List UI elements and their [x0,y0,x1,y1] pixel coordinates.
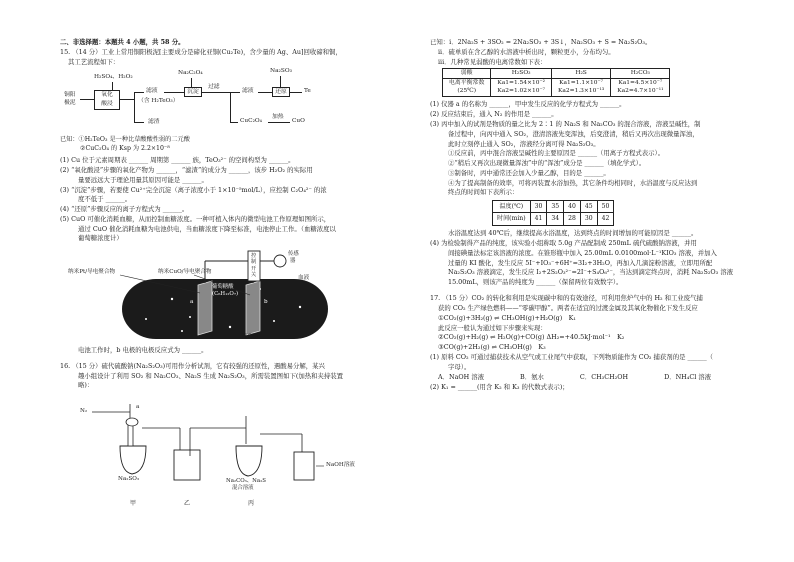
ka-h2so3-values: Ka1=1.54×10⁻² Ka2=1.02×10⁻⁷ [491,79,552,97]
apparatus-label-bing: 丙 [248,499,255,507]
battery-label-switch-1: 控制 [251,252,257,265]
q17-s1a: (1) 原料 CO₂ 可通过捕获技术从空气或工业尾气中获取，下列物质能作为 CO₂ 捕获剂的是 ______（ [430,352,714,361]
apparatus-diagram [60,394,398,512]
apparatus-label-na2so3: Na₂SO₃ [118,475,140,482]
time-label: 时间(min) [493,213,531,226]
flow-heat: 加热 [272,114,284,121]
q16-s4d: Na₂S₂O₃ 溶液滴定，发生反应 I₂+2S₂O₃²⁻=2I⁻+S₄O₆²⁻，当达到滴定终点时，消耗 Na₂S₂O₃ 溶液 [448,268,734,277]
q15-sub-2b: 量要远远大于理论用量其原因可能是 ______。 [78,175,208,184]
flow-box-oxidize-leach: 氧化 酸浸 [94,90,120,110]
q17-reaction-1: ①CO₂(g)+3H₂(g) ⇌ CH₃OH(g)+H₂O(g) K₁ [438,313,576,322]
flow-raw-1: 铜阳 [64,92,76,99]
ka-table [442,68,670,98]
battery-label-gluconic-formula: (C₆H₁₂O₇) [212,290,239,297]
flow-product-te: Te [304,88,311,95]
known-ii: ii．硫单质在含乙醇的水溶液中析出时，颗粒更小，分布均匀。 [438,47,615,56]
time-cell: 41 [530,213,547,226]
flow-box-precipitate: 沉淀 [184,87,202,97]
q17-s1b: 字母）。 [448,362,471,371]
ka-h2co3-values: Ka1=4.5×10⁻⁷ Ka2=4.7×10⁻¹¹ [611,79,670,97]
q16-s3-3: ③制备时，丙中通常还会加入少量乙醇，目的是 ______。 [448,168,610,177]
flow-reagent-na2so3: Na₂SO₃ [270,68,292,75]
q17-stem-2: 获的 CO₂ 生产绿色燃料——“零碳甲醇”。两者在适宜的过渡金属及其氧化物催化下发生反应 [438,304,698,313]
q16-s4a: (4) 为检验制得产品的纯度，该实验小组称取 5.0g 产品配制成 250mL 硫代硫酸钠溶液，并用 [430,238,697,247]
apparatus-svg [60,394,390,512]
q16-s3-1: ①反应前，丙中混合溶液呈碱性的主要原因是 ______（用离子方程式表示）。 [448,149,665,158]
apparatus-label-jia: 甲 [130,499,137,507]
q15-known-2: ②CuC₂O₄ 的 Ksp 为 2.2×10⁻⁸ [80,145,170,153]
q16-stem-2: 趣小组设计了利用 SO₂ 和 Na₂CO₃、Na₂S 生成 Na₂S₂O₃，所需装置图如下(加热和夹持装置 [78,371,344,380]
temp-cell: 45 [580,200,597,213]
q17-reaction-3: ③CO(g)+2H₂(g) ⇌ CH₃OH(g) K₃ [438,343,546,352]
q16-s3-4c: 水浴温度达到 40℃后，继续提高水浴温度，达到终点的时间增加的可能原因是 ______。 [448,229,698,238]
q15-battery-line: 电池工作时，b 电极的电极反应式为 ______。 [78,345,208,354]
flow-residue: 滤渣 [148,119,160,126]
temp-cell: 40 [564,200,581,213]
flow-box-reduce: 还原 [272,87,290,97]
right-column [430,38,775,393]
temp-cell: 50 [597,200,614,213]
q17-option-a: A．NaOH 溶液 [438,372,485,381]
q17-option-d: D．NH₄Cl 溶液 [664,372,712,381]
q15-stem-2: 其工艺流程如下： [68,57,120,66]
q16-s3a: (3) 丙中加入的试剂是物质的量之比为 2∶1 的 Na₂S 和 Na₂CO₃ 的混合溶液，溶液呈碱性，制 [430,119,701,128]
temp-label: 温度(℃) [493,200,531,213]
battery-diagram [60,247,398,342]
q15-sub-4: (4) “还原”步骤反应的离子方程式为 ______。 [60,205,189,214]
battery-electrode-b: b [264,298,268,305]
ka-row-label: 电离平衡常数 (25℃) [443,79,491,97]
battery-label-glucose: 葡萄糖 [242,333,259,340]
q17-stem-1: 17. （15 分）CO₂ 的转化和利用是实现碳中和的有效途径，可利用焦炉气中的 H₂ 和工业废气捕 [430,294,703,303]
flow-product-cuo: CuO [292,118,305,125]
q16-s3-2: ②“稍后又再次出现微量浑浊”中的“浑浊”成分是 ______（填化学式）。 [448,159,646,168]
q17-option-b: B．氨水 [520,372,544,381]
temperature-table [492,200,614,227]
ka-header-h2co3: H₂CO₃ [611,68,670,79]
temp-cell: 30 [530,200,547,213]
q16-s3-4a: ④为了提高制备的效率，可将丙装置水浴加热，其它条件均相同时，水浴温度与反应达到 [448,178,698,187]
q15-stem-1: 15. （14 分）工业上常用铜阳极泥[主要成分是碲化亚铜(Cu₂Te)，含少量的 Ag、Au]回收碲和铜， [60,48,342,57]
apparatus-label-mix-2: 混合溶液 [232,484,254,491]
temp-cell: 35 [547,200,564,213]
ka-h2s-values: Ka1=1.1×10⁻⁷ Ka2=1.3×10⁻¹³ [551,79,610,97]
battery-label-blood: 血液 [298,274,310,281]
q15-sub-1: (1) Cu 位于元素周期表 ______ 周期第 ______ 族，TeO₃²⁻ 的空间构型为 ______。 [60,156,295,165]
q16-s3-4b: 终点的时间如下表所示： [448,188,519,197]
section-title: 二、非选择题：本题共 4 小题，共 58 分。 [60,38,185,46]
battery-electrode-a: a [190,298,194,305]
q16-stem-1: 16. （15 分）硫代硫酸钠(Na₂S₂O₃)可用作分析试剂，它有较强的还原性，遇酸易分解，某兴 [60,361,325,370]
q17-options [430,373,775,381]
q15-sub-2a: (2) “氧化酸浸”步骤的氧化产物为 ______，“滤渣”的成分为 ______，该步 H₂O₂ 的实际用 [60,165,313,174]
flow-reagent-na2c2o4: Na₂C₂O₄ [178,70,203,77]
q16-s3b: 备过程中，向丙中通入 SO₂，澄清溶液先变浑浊，后变澄清，稍后又再次出现微量浑浊， [448,129,699,138]
q16-s3c: 此时立刻停止通入 SO₂，溶液经分离可得 Na₂S₂O₃。 [448,139,600,148]
time-cell: 28 [564,213,581,226]
flow-filtrate-1-sub: （含 H₂TeO₃） [138,98,179,105]
flow-filter: 过滤 [208,84,220,91]
q16-s4b: 间接碘量法标定该溶液的浓度。在锥形瓶中加入 25.00mL 0.0100mol·L⁻¹KIO₃ 溶液，并加入 [448,248,717,257]
q15-sub-3a: (3) “沉淀”步骤，若要使 Cu²⁺完全沉淀（离子浓度小于 1×10⁻⁵mol/L），应控制 C₂O₄²⁻ 的浓 [60,185,327,194]
q15-sub-5c: 葡萄糖浓度计） [78,234,123,243]
q16-s2: (2) 反应结束后，通入 N₂ 的作用是 ______。 [430,110,558,119]
apparatus-label-n2: N₂ [80,407,88,414]
battery-label-sensor-2: 器 [290,257,296,264]
flow-filtrate-2: 滤液 [242,88,254,95]
ka-header-h2s: H₂S [551,68,610,79]
q16-s4e: 15.00mL，则该产品的纯度为 ______（保留两位有效数字）。 [448,278,623,287]
q17-reaction-2: ②CO₂(g)+H₂(g) ⇌ H₂O(g)+CO(g) ΔH₂=+40.5kJ·mol⁻¹ K₂ [438,333,625,342]
q15-known-1: 已知：①H₂TeO₃ 是一种比草酸酸性弱的二元酸 [60,136,190,144]
q15-sub-5a: (5) CuO 可催化消耗血糖，从而控制血糖浓度。一种可植入体内的微型电池工作原理如图所示， [60,214,331,223]
left-column [60,38,398,512]
time-cell: 34 [547,213,564,226]
process-flow-diagram [60,68,398,154]
ka-header-h2so3: H₂SO₃ [491,68,552,79]
q15-sub-3b: 度不低于 ______。 [78,195,132,204]
time-cell: 30 [580,213,597,226]
q16-s1: (1) 仪器 a 的名称为 ______，甲中发生反应的化学方程式为 ______。 [430,100,626,109]
q16-s4c: 过量的 KI 酸化，发生反应 5I⁻+IO₃⁻+6H⁺=3I₂+3H₂O，再加入几滴淀粉溶液，立即用所配 [448,258,713,267]
battery-label-switch-2: 开关 [251,265,257,278]
q17-s2: (2) K₁ = ______(用含 K₂ 和 K₃ 的代数式表示)； [430,382,569,391]
known-i: 已知：i．2Na₂S + 3SO₂ = 2Na₂SO₃ + 3S↓，Na₂SO₃ + S = Na₂S₂O₃。 [430,38,652,46]
battery-label-cuo: 纳米CuO/导电聚合物 [158,268,212,275]
battery-label-pt: 纳米Pt/导电聚合物 [68,268,116,275]
ka-header-acid: 弱酸 [443,68,491,79]
q16-stem-3: 略)： [78,381,94,390]
known-iii: iii．几种常见弱酸的电离常数如下表： [438,57,547,66]
apparatus-label-yi: 乙 [184,499,191,507]
flow-raw-2: 极泥 [64,100,76,107]
apparatus-label-a: a [136,403,140,410]
battery-label-sensor-1: 传感 [288,250,299,257]
flow-precipitate-cuc2o4: CuC₂O₄ [240,118,263,125]
flow-filtrate-1: 滤液 [146,88,158,95]
battery-label-gluconic-acid: 葡萄糖酸 [212,283,234,290]
flow-reagent-h2so4-h2o2: H₂SO₄、H₂O₂ [94,74,133,81]
q17-option-c: C．CH₃CH₂OH [579,372,629,381]
time-cell: 42 [597,213,614,226]
q15-sub-5b: 通过 CuO 催化消耗血糖为电池供电，当血糖浓度下降至标准，电池停止工作。（血糖浓度以 [78,224,336,233]
apparatus-label-mix-1: Na₂CO₃、Na₂S [226,477,266,484]
apparatus-label-naoh: NaOH溶液 [326,461,355,468]
q17-reaction-note: 此反应一般认为通过如下步骤来实现： [438,323,547,332]
